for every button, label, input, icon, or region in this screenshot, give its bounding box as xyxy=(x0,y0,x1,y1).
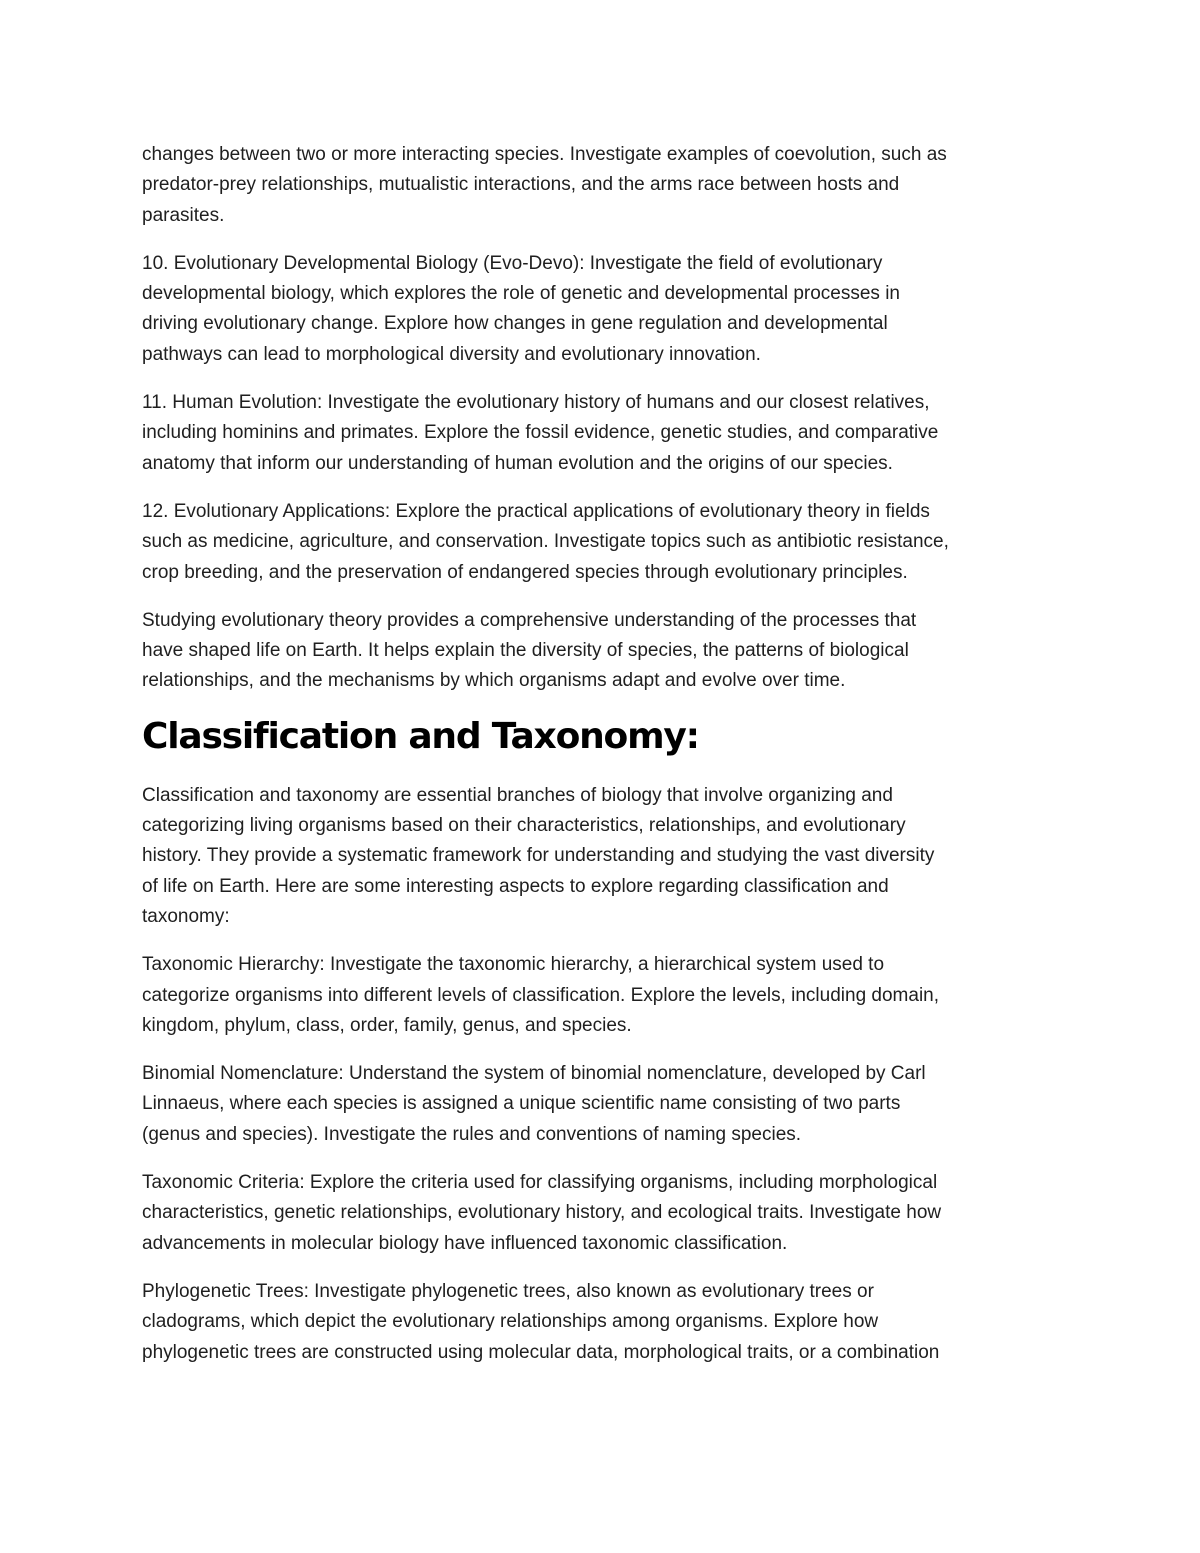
paragraph-line: predator-prey relationships, mutualistic interactions, and the arms race between hosts and xyxy=(142,174,900,196)
paragraph-line: categorize organisms into different levels of classification. Explore the levels, including domain, xyxy=(142,984,940,1006)
paragraph-line: of life on Earth. Here are some interesting aspects to explore regarding classification and xyxy=(142,875,889,897)
paragraph-line: relationships, and the mechanisms by which organisms adapt and evolve over time. xyxy=(142,670,846,692)
paragraph-line: cladograms, which depict the evolutionary relationships among organisms. Explore how xyxy=(142,1311,879,1333)
paragraph-line: 12. Evolutionary Applications: Explore the practical applications of evolutionary theory in fields xyxy=(142,500,930,522)
body-paragraph xyxy=(142,1059,1072,1150)
paragraph-line: anatomy that inform our understanding of human evolution and the origins of our species. xyxy=(142,452,893,474)
paragraph-line: characteristics, genetic relationships, evolutionary history, and ecological traits. Investigate how xyxy=(142,1202,942,1224)
body-paragraph xyxy=(142,950,1072,1041)
paragraphs-after-heading xyxy=(142,781,1072,1368)
paragraph-line: pathways can lead to morphological diversity and evolutionary innovation. xyxy=(142,343,761,365)
body-paragraph xyxy=(142,140,1072,231)
paragraph-line: Taxonomic Criteria: Explore the criteria used for classifying organisms, including morphological xyxy=(142,1172,938,1194)
paragraph-line: taxonomy: xyxy=(142,905,230,927)
document-page xyxy=(142,140,1072,1386)
paragraph-line: categorizing living organisms based on their characteristics, relationships, and evolutionary xyxy=(142,815,906,837)
body-paragraph xyxy=(142,388,1072,479)
paragraph-line: advancements in molecular biology have influenced taxonomic classification. xyxy=(142,1232,788,1254)
paragraph-line: Binomial Nomenclature: Understand the system of binomial nomenclature, developed by Carl xyxy=(142,1063,926,1085)
body-paragraph xyxy=(142,1277,1072,1368)
paragraph-line: Taxonomic Hierarchy: Investigate the taxonomic hierarchy, a hierarchical system used to xyxy=(142,954,885,976)
paragraph-line: 10. Evolutionary Developmental Biology (Evo-Devo): Investigate the field of evolutionary xyxy=(142,252,883,274)
paragraph-line: including hominins and primates. Explore the fossil evidence, genetic studies, and comparative xyxy=(142,422,939,444)
body-paragraph xyxy=(142,497,1072,588)
paragraph-line: changes between two or more interacting species. Investigate examples of coevolution, such as xyxy=(142,144,947,165)
paragraph-line: such as medicine, agriculture, and conservation. Investigate topics such as antibiotic resistance, xyxy=(142,531,949,553)
paragraph-line: parasites. xyxy=(142,204,225,226)
paragraphs-before-heading xyxy=(142,140,1072,697)
paragraph-line: phylogenetic trees are constructed using molecular data, morphological traits, or a combination xyxy=(142,1341,940,1363)
paragraph-line: crop breeding, and the preservation of endangered species through evolutionary principles. xyxy=(142,561,908,583)
paragraph-line: driving evolutionary change. Explore how changes in gene regulation and developmental xyxy=(142,313,888,335)
paragraph-line: have shaped life on Earth. It helps explain the diversity of species, the patterns of biological xyxy=(142,640,909,662)
body-paragraph xyxy=(142,781,1072,932)
paragraph-line: 11. Human Evolution: Investigate the evolutionary history of humans and our closest relatives, xyxy=(142,392,930,414)
paragraph-line: (genus and species). Investigate the rules and conventions of naming species. xyxy=(142,1123,802,1145)
body-paragraph xyxy=(142,1168,1072,1259)
paragraph-line: Classification and taxonomy are essential branches of biology that involve organizing and xyxy=(142,784,893,806)
paragraph-line: history. They provide a systematic framework for understanding and studying the vast diversity xyxy=(142,845,935,867)
paragraph-line: developmental biology, which explores the role of genetic and developmental processes in xyxy=(142,283,900,305)
paragraph-line: Phylogenetic Trees: Investigate phylogenetic trees, also known as evolutionary trees or xyxy=(142,1280,874,1302)
paragraph-line: Studying evolutionary theory provides a comprehensive understanding of the processes that xyxy=(142,609,917,631)
body-paragraph xyxy=(142,606,1072,697)
body-paragraph xyxy=(142,249,1072,370)
paragraph-line: Linnaeus, where each species is assigned a unique scientific name consisting of two parts xyxy=(142,1093,901,1115)
section-heading: Classification and Taxonomy: xyxy=(142,715,699,757)
paragraph-line: kingdom, phylum, class, order, family, genus, and species. xyxy=(142,1014,632,1036)
